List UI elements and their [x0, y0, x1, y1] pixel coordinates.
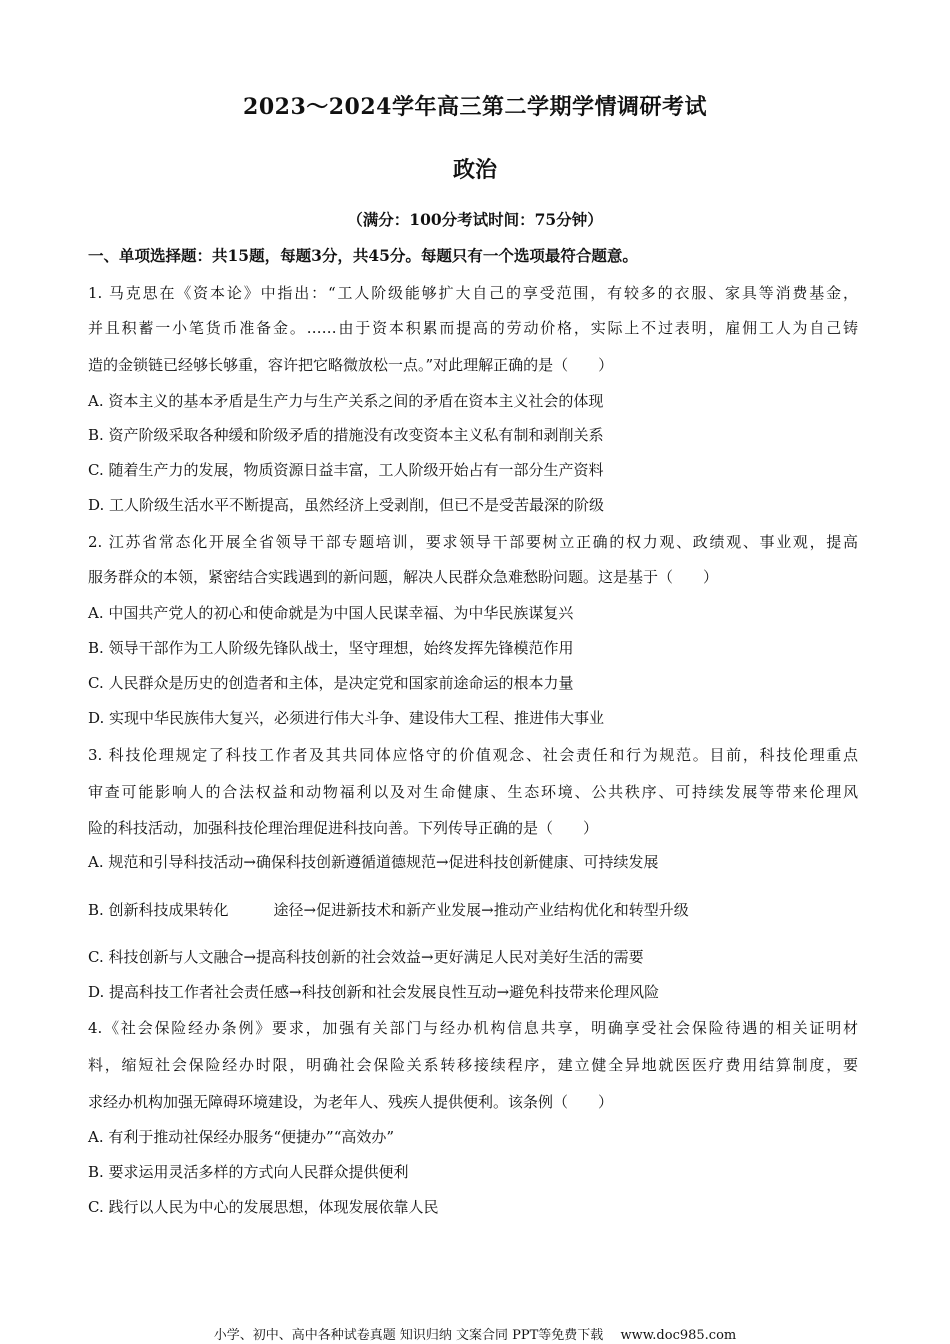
page-footer: 小学、初中、高中各种试卷真题 知识归纳 文案合同 PPT等免费下载 www.doc985.com [213, 1328, 737, 1343]
q3-stem-line-3: 险的科技活动，加强科技伦理治理促进科技向善。下列传导正确的是（ ） [88, 819, 599, 837]
q3-option-c: C. 科技创新与人文融合→提高科技创新的社会效益→更好满足人民对美好生活的需要 [88, 948, 644, 966]
q2-option-b: B. 领导干部作为工人阶级先锋队战士，坚守理想，始终发挥先锋模范作用 [88, 639, 574, 657]
q3-option-d: D. 提高科技工作者社会责任感→科技创新和社会发展良性互动→避免科技带来伦理风险 [88, 983, 660, 1001]
q4-option-c: C. 践行以人民为中心的发展思想，体现发展依靠人民 [88, 1198, 439, 1216]
q2-stem-line-1: 2. 江苏省常态化开展全省领导干部专题培训，要求领导干部要树立正确的权力观、政绩观、事业观，提高 [88, 533, 858, 551]
section-heading: 一、单项选择题：共15题，每题3分，共45分。每题只有一个选项最符合题意。 [88, 246, 638, 265]
exam-meta: （满分：100分考试时间：75分钟） [347, 210, 603, 229]
q1-stem-line-2: 并且积蓄一小笔货币准备金。……由于资本积累而提高的劳动价格，实际上不过表明，雇佣工人为自己铸 [88, 319, 858, 337]
q1-option-b: B. 资产阶级采取各种缓和阶级矛盾的措施没有改变资本主义私有制和剥削关系 [88, 426, 604, 444]
q2-option-a: A. 中国共产党人的初心和使命就是为中国人民谋幸福、为中华民族谋复兴 [88, 604, 574, 622]
q2-stem-line-2: 服务群众的本领，紧密结合实践遇到的新问题，解决人民群众急难愁盼问题。这是基于（ ） [88, 568, 719, 586]
q3-option-a: A. 规范和引导科技活动→确保科技创新遵循道德规范→促进科技创新健康、可持续发展 [88, 853, 659, 871]
exam-title: 2023～2024学年高三第二学期学情调研考试 [243, 94, 707, 120]
q3-stem-line-1: 3. 科技伦理规定了科技工作者及其共同体应恪守的价值观念、社会责任和行为规范。目前，科技伦理重点 [88, 746, 858, 764]
q4-stem-line-2: 料，缩短社会保险经办时限，明确社会保险关系转移接续程序，建立健全异地就医医疗费用结算制度，要 [88, 1056, 858, 1074]
q1-stem-line-3: 造的金锁链已经够长够重，容许把它略微放松一点。”对此理解正确的是（ ） [88, 356, 614, 374]
q3-option-b: B. 创新科技成果转化 途径→促进新技术和新产业发展→推动产业结构优化和转型升级 [88, 901, 689, 919]
q4-option-b: B. 要求运用灵活多样的方式向人民群众提供便利 [88, 1163, 409, 1181]
q1-option-a: A. 资本主义的基本矛盾是生产力与生产关系之间的矛盾在资本主义社会的体现 [88, 392, 604, 410]
q1-stem-line-1: 1. 马克思在《资本论》中指出：“工人阶级能够扩大自己的享受范围，有较多的衣服、家具等消费基金， [88, 284, 858, 302]
q2-option-c: C. 人民群众是历史的创造者和主体，是决定党和国家前途命运的根本力量 [88, 674, 574, 692]
exam-subject: 政治 [452, 157, 497, 183]
q4-option-a: A. 有利于推动社保经办服务“便捷办”“高效办” [88, 1128, 395, 1146]
q3-stem-line-2: 审查可能影响人的合法权益和动物福利以及对生命健康、生态环境、公共秩序、可持续发展等带来伦理风 [88, 783, 858, 801]
q1-option-c: C. 随着生产力的发展，物质资源日益丰富，工人阶级开始占有一部分生产资料 [88, 461, 604, 479]
q4-stem-line-1: 4.《社会保险经办条例》要求，加强有关部门与经办机构信息共享，明确享受社会保险待遇的相关证明材 [88, 1019, 858, 1037]
q4-stem-line-3: 求经办机构加强无障碍环境建设，为老年人、残疾人提供便利。该条例（ ） [88, 1093, 614, 1111]
q1-option-d: D. 工人阶级生活水平不断提高，虽然经济上受剥削，但已不是受苦最深的阶级 [88, 496, 605, 514]
q2-option-d: D. 实现中华民族伟大复兴，必须进行伟大斗争、建设伟大工程、推进伟大事业 [88, 709, 605, 727]
